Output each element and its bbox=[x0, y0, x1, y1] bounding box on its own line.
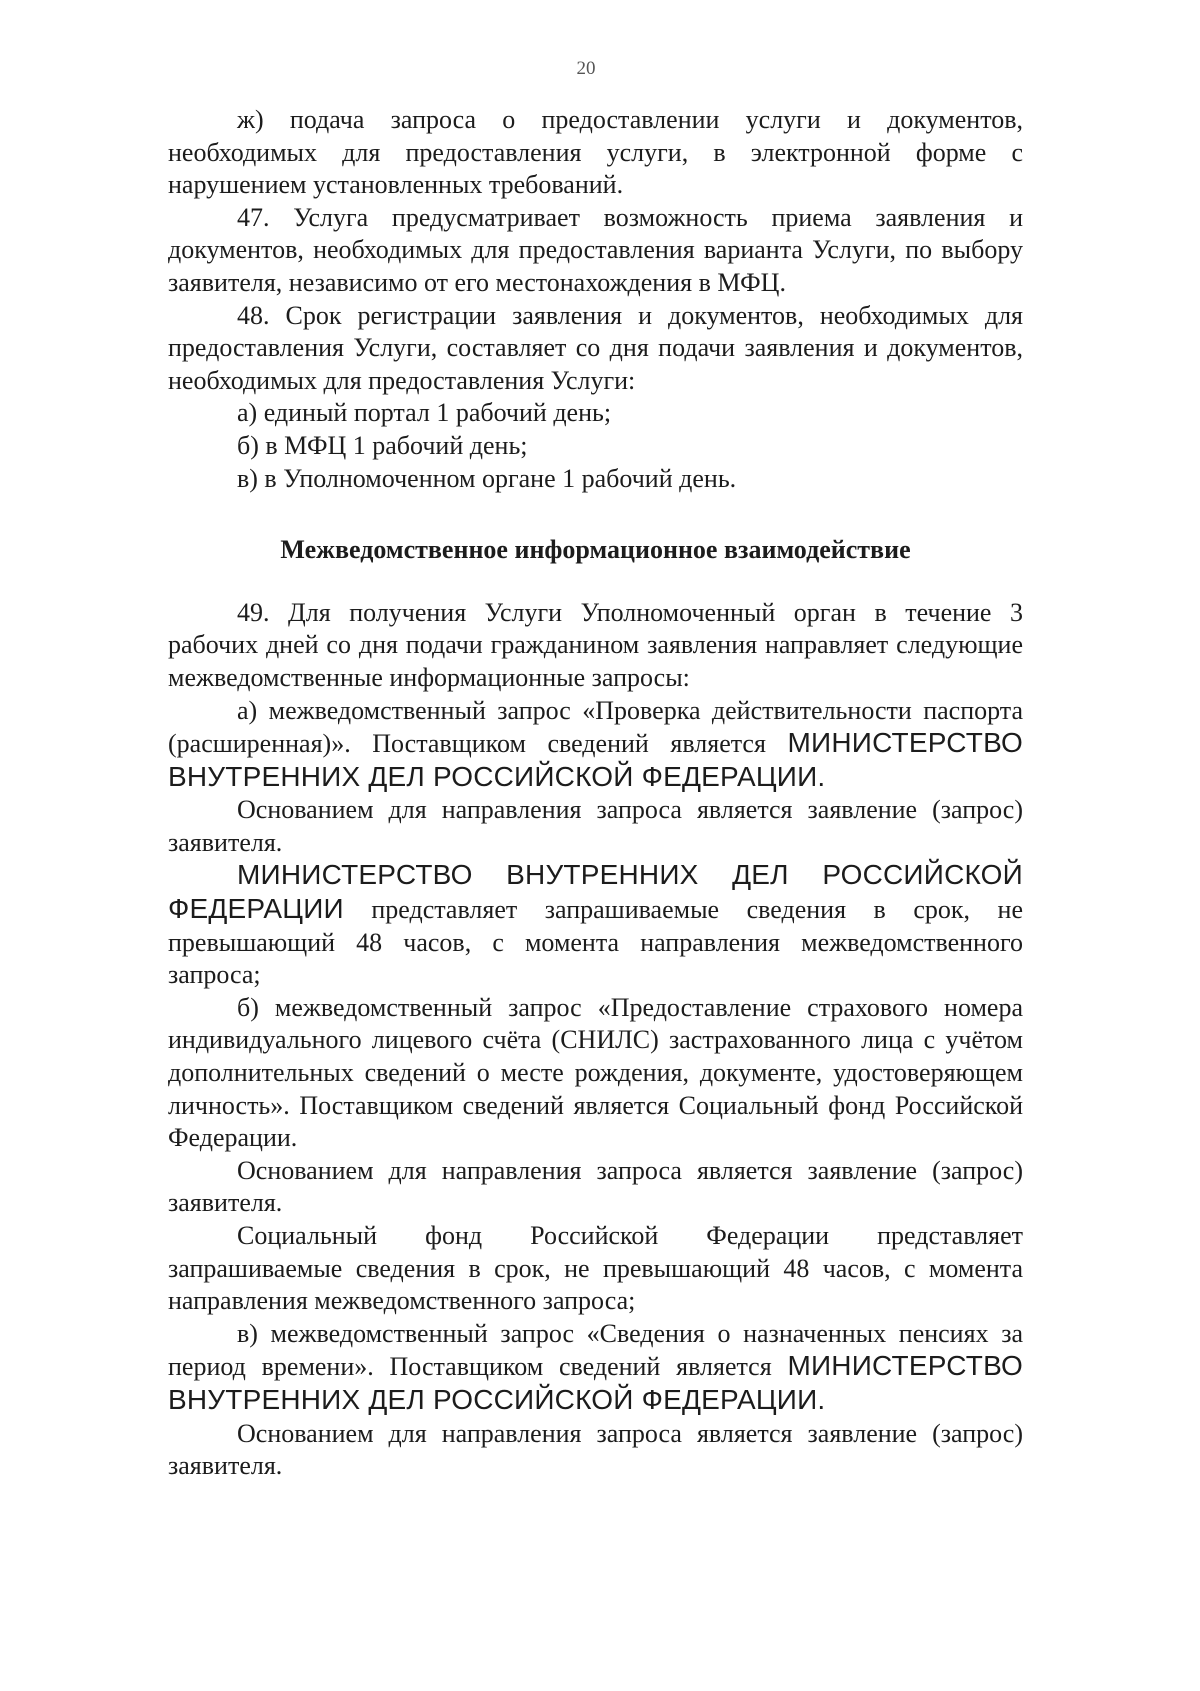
request-b-paragraph: б) межведомственный запрос «Предоставление страхового номера индивидуального лицевого счёта (СНИЛС) застрахованного лица с учётом дополнительных сведений о месте рождения, документе, удостоверяющем личность». Поставщиком сведений является Социальный фонд Российской Федерации. bbox=[168, 992, 1023, 1153]
paragraph-48: 48. Срок регистрации заявления и документов, необходимых для предоставления Услуги, составляет со дня подачи заявления и документов, необходимых для предоставления Услуги: bbox=[168, 300, 1023, 395]
request-c-basis: Основанием для направления запроса является заявление (запрос) заявителя. bbox=[168, 1418, 1023, 1481]
document-body bbox=[168, 104, 1023, 1483]
section-heading: Межведомственное информационное взаимодействие bbox=[280, 535, 911, 565]
request-a-deadline bbox=[168, 859, 1023, 991]
list-item-b-mfc: б) в МФЦ 1 рабочий день; bbox=[237, 430, 528, 460]
request-c-text: в) межведомственный запрос «Сведения о назначенных пенсиях за период времени». Поставщиком сведений является bbox=[168, 1318, 1023, 1382]
request-a-paragraph bbox=[168, 695, 1023, 795]
request-c-paragraph bbox=[168, 1318, 1023, 1418]
request-b-basis: Основанием для направления запроса является заявление (запрос) заявителя. bbox=[168, 1155, 1023, 1218]
list-item-a-portal: а) единый портал 1 рабочий день; bbox=[237, 398, 612, 428]
paragraph-47: 47. Услуга предусматривает возможность приема заявления и документов, необходимых для предоставления варианта Услуги, по выбору заявителя, независимо от его местонахождения в МФЦ. bbox=[168, 202, 1023, 297]
request-a-provider: МИНИСТЕРСТВО ВНУТРЕННИХ ДЕЛ РОССИЙСКОЙ ФЕДЕРАЦИИ. bbox=[168, 727, 1024, 792]
page-number: 20 bbox=[576, 58, 596, 79]
list-item-v-authority: в) в Уполномоченном органе 1 рабочий день. bbox=[237, 463, 737, 493]
request-a-basis: Основанием для направления запроса является заявление (запрос) заявителя. bbox=[168, 795, 1023, 857]
paragraph-zh: ж) подача запроса о предоставлении услуги и документов, необходимых для предоставления услуги, в электронной форме с нарушением установленных требований. bbox=[168, 105, 1023, 200]
request-a-deadline-text: представляет запрашиваемые сведения в срок, не превышающий 48 часов, с момента направления межведомственного запроса; bbox=[168, 895, 1023, 990]
request-b-deadline: Социальный фонд Российской Федерации представляет запрашиваемые сведения в срок, не превышающий 48 часов, с момента направления межведомственного запроса; bbox=[168, 1221, 1023, 1316]
paragraph-49: 49. Для получения Услуги Уполномоченный орган в течение 3 рабочих дней со дня подачи гражданином заявления направляет следующие межведомственные информационные запросы: bbox=[168, 597, 1023, 692]
request-a-text: а) межведомственный запрос «Проверка действительности паспорта (расширенная)». Поставщиком сведений является bbox=[168, 695, 1023, 759]
request-a-deadline-provider: МИНИСТЕРСТВО ВНУТРЕННИХ ДЕЛ РОССИЙСКОЙ ФЕДЕРАЦИИ bbox=[168, 859, 1023, 925]
request-c-provider: МИНИСТЕРСТВО ВНУТРЕННИХ ДЕЛ РОССИЙСКОЙ ФЕДЕРАЦИИ. bbox=[168, 1350, 1023, 1415]
